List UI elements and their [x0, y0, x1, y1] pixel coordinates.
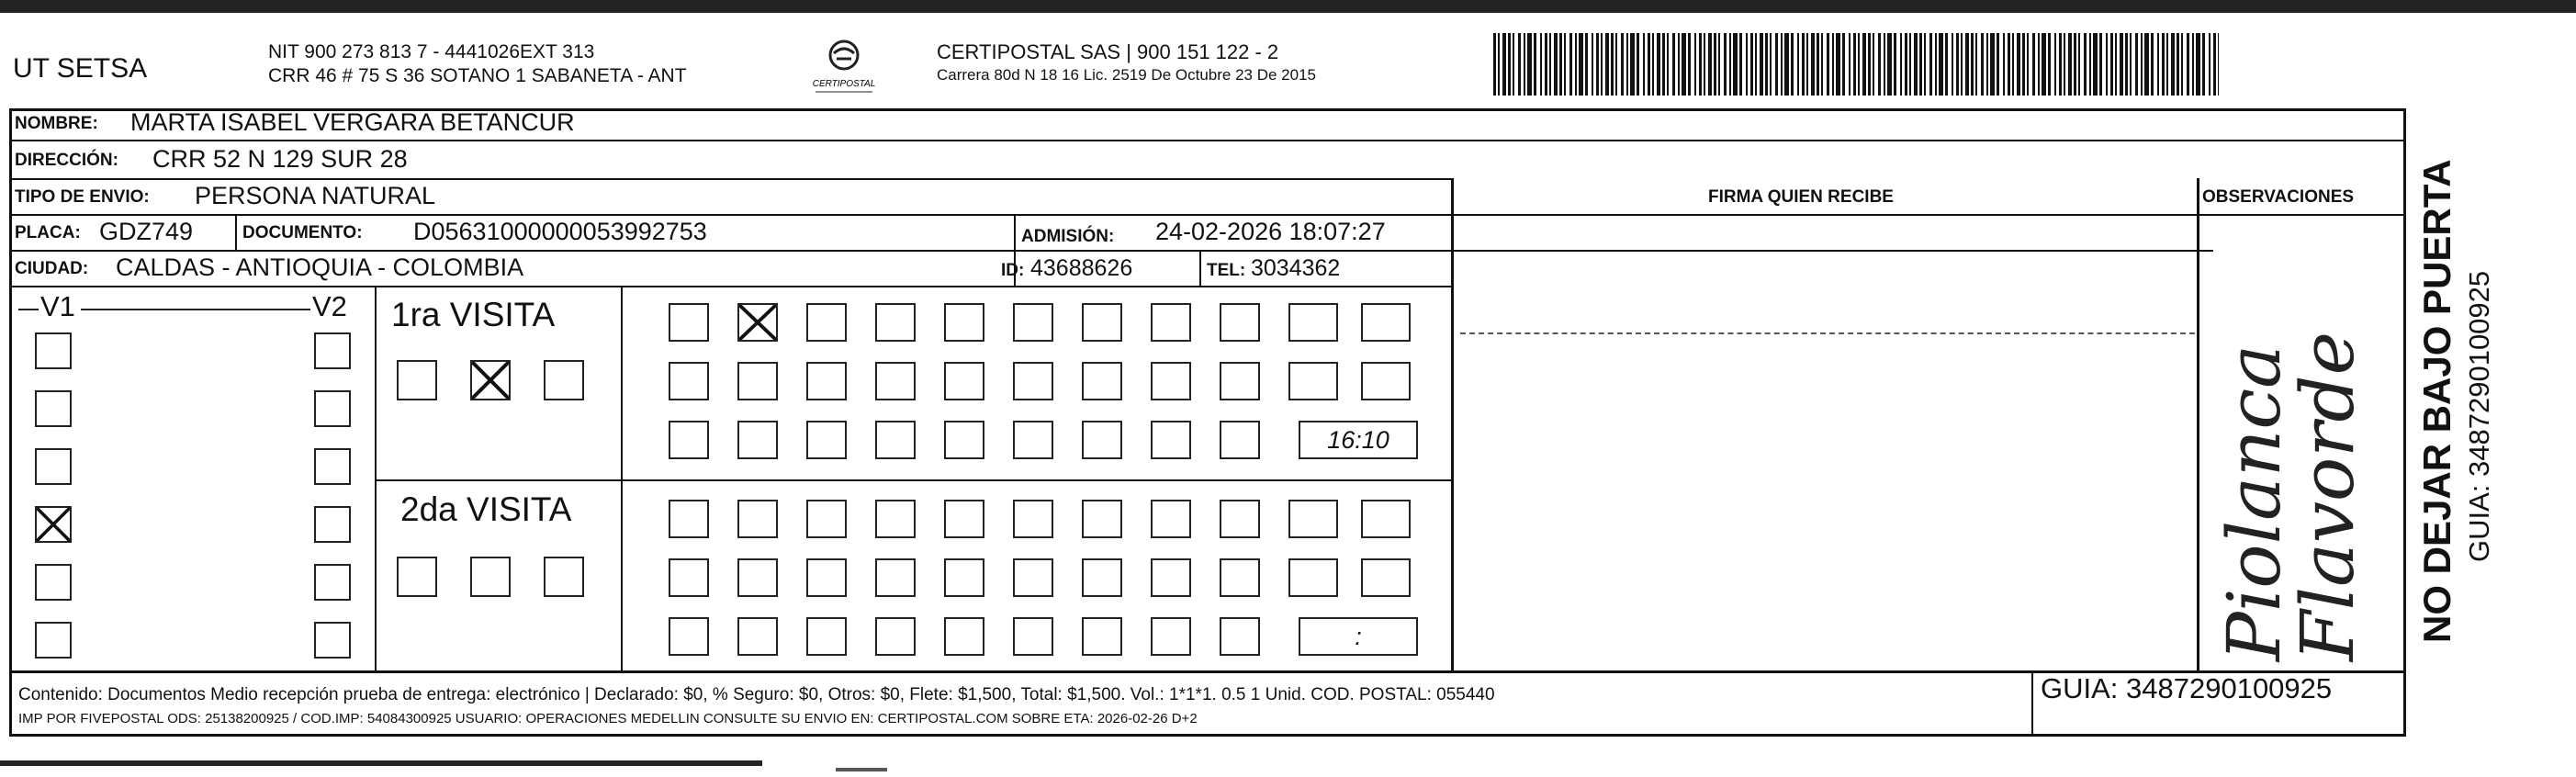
barcode-bar: [2181, 33, 2183, 96]
barcode-bar: [2135, 33, 2138, 96]
barcode-bar: [1914, 33, 1918, 96]
barcode-bar: [2192, 33, 2194, 96]
second-day-cell[interactable]: [1151, 617, 1191, 656]
second-day-cell[interactable]: [669, 617, 709, 656]
barcode-bar: [1657, 33, 1660, 96]
second-day-cell[interactable]: [1151, 558, 1191, 597]
barcode-bar: [1990, 33, 1995, 96]
x-mark-icon: [472, 362, 509, 399]
v1-label: V1: [40, 290, 75, 322]
barcode-bar: [2054, 33, 2056, 96]
barcode-bar: [1545, 33, 1547, 96]
barcode-bar: [1924, 33, 1926, 96]
barcode-bar: [1939, 33, 1943, 96]
barcode-bar: [1853, 33, 1856, 96]
barcode-bar: [1997, 33, 1999, 96]
barcode-bar: [1648, 33, 1650, 96]
barcode-bar: [1832, 33, 1834, 96]
barcode-bar: [1755, 33, 1757, 96]
placa-label: PLACA:: [15, 223, 81, 242]
v1-checkbox[interactable]: [35, 622, 72, 659]
second-day-cell[interactable]: [944, 558, 984, 597]
barcode-bar: [1797, 33, 1799, 96]
id-label: ID:: [1001, 261, 1025, 280]
v2-checkbox[interactable]: [314, 332, 351, 369]
second-day-cell[interactable]: [1220, 500, 1260, 538]
first-month-checkbox[interactable]: [470, 360, 511, 400]
barcode-bar: [1688, 33, 1691, 96]
barcode-bar: [1672, 33, 1675, 96]
barcode-bar: [1945, 33, 1948, 96]
row-line: [9, 214, 2406, 216]
second-day-cell[interactable]: [1082, 617, 1122, 656]
first-day-cell[interactable]: [1220, 362, 1260, 400]
footer-divider: [2031, 670, 2033, 737]
first-day-cell[interactable]: [669, 362, 709, 400]
first-day-cell[interactable]: [737, 362, 778, 400]
barcode-bar: [1986, 33, 1988, 96]
barcode-bar: [2177, 33, 2179, 96]
barcode-bar: [2032, 33, 2035, 96]
barcode-bar: [1909, 33, 1911, 96]
barcode-bar: [1733, 33, 1738, 96]
barcode-bar: [1900, 33, 1902, 96]
handwriting-line-1: Piolanca: [2211, 344, 2297, 661]
barcode-bar: [1739, 33, 1742, 96]
second-day-cell[interactable]: [1220, 558, 1260, 597]
v2-checkbox[interactable]: [314, 448, 351, 485]
second-day-cell[interactable]: [669, 558, 709, 597]
barcode-bar: [1611, 33, 1614, 96]
first-day-cell[interactable]: [1013, 303, 1053, 342]
barcode-bar: [2068, 33, 2072, 96]
barcode-bar: [1513, 33, 1514, 96]
firma-header: FIRMA QUIEN RECIBE: [1708, 187, 1894, 207]
first-day-cell[interactable]: [1082, 421, 1122, 459]
second-visit-title: 2da VISITA: [400, 490, 572, 528]
ciudad-value: CALDAS - ANTIOQUIA - COLOMBIA: [116, 253, 524, 281]
row-line: [9, 178, 1453, 180]
barcode-bar: [2106, 33, 2108, 96]
barcode-bar: [1873, 33, 1874, 96]
barcode-bar: [1981, 33, 1984, 96]
handwriting-line-2: Flavorde: [2285, 332, 2370, 661]
barcode-bar: [1770, 33, 1772, 96]
barcode-bar: [1678, 33, 1680, 96]
barcode-bar: [1784, 33, 1789, 96]
observaciones-column-line: [2197, 178, 2199, 671]
first-day-cell[interactable]: [1151, 362, 1191, 400]
barcode-bar: [2209, 33, 2210, 96]
second-day-cell[interactable]: [1013, 558, 1053, 597]
first-day-cell[interactable]: [1013, 362, 1053, 400]
barcode-bar: [1971, 33, 1974, 96]
placa-value: GDZ749: [99, 218, 194, 245]
ciudad-label: CIUDAD:: [15, 259, 89, 278]
barcode-bar: [2218, 33, 2219, 96]
barcode-bar: [1527, 33, 1532, 96]
barcode-bar: [1905, 33, 1907, 96]
barcode-bar: [1878, 33, 1881, 96]
row-line: [9, 286, 1453, 287]
guia-vertical: GUIA: 3487290100925: [2463, 270, 2495, 562]
second-day-cell[interactable]: [1082, 500, 1122, 538]
second-day-cell[interactable]: [1288, 500, 1338, 538]
logo-text: CERTIPOSTAL: [812, 79, 876, 89]
barcode-bar: [1935, 33, 1937, 96]
barcode-bar: [1862, 33, 1866, 96]
barcode-bar: [1975, 33, 1977, 96]
second-day-cell[interactable]: [1288, 558, 1338, 597]
barcode-bar: [1662, 33, 1665, 96]
barcode-bar: [2022, 33, 2025, 96]
x-mark-icon: [37, 508, 70, 541]
barcode-bar: [2157, 33, 2159, 96]
barcode-bar: [1894, 33, 1896, 96]
tipo-envio-label: TIPO DE ENVIO:: [15, 187, 150, 207]
barcode-bar: [1682, 33, 1686, 96]
first-day-cell[interactable]: [737, 421, 778, 459]
second-day-cell[interactable]: [1013, 500, 1053, 538]
barcode-bar: [1605, 33, 1609, 96]
first-day-cell[interactable]: [1220, 421, 1260, 459]
barcode-bar: [2084, 33, 2087, 96]
first-day-cell[interactable]: [1361, 303, 1411, 342]
first-day-cell[interactable]: [1013, 421, 1053, 459]
barcode-bar: [1956, 33, 1959, 96]
barcode-bar: [1929, 33, 1932, 96]
first-day-cell[interactable]: [875, 303, 916, 342]
barcode-bar: [1781, 33, 1783, 96]
second-day-cell[interactable]: [1013, 617, 1053, 656]
barcode-bar: [2151, 33, 2154, 96]
certipostal-logo: [812, 39, 876, 99]
status-divider: [375, 286, 377, 671]
barcode-bar: [1643, 33, 1645, 96]
certipostal-line-1: CERTIPOSTAL SAS | 900 151 122 - 2: [937, 40, 1279, 63]
first-day-cell[interactable]: [944, 421, 984, 459]
barcode-bar: [1821, 33, 1823, 96]
barcode-bar: [2093, 33, 2098, 96]
second-day-cell[interactable]: [1151, 500, 1191, 538]
documento-label: DOCUMENTO:: [242, 223, 363, 242]
bottom-edge-bar: [0, 760, 762, 766]
barcode-bar: [2078, 33, 2080, 96]
barcode-bar: [1714, 33, 1716, 96]
tel-value: 3034362: [1251, 255, 1341, 281]
months-divider: [621, 286, 623, 671]
first-visit-title: 1ra VISITA: [391, 296, 556, 333]
barcode-bar: [1806, 33, 1808, 96]
guia-number: GUIA: 3487290100925: [2041, 672, 2333, 704]
nit-line-2: CRR 46 # 75 S 36 SOTANO 1 SABANETA - ANT: [268, 65, 687, 86]
first-day-cell[interactable]: [875, 421, 916, 459]
admision-value: 24-02-2026 18:07:27: [1155, 218, 1386, 245]
barcode-bar: [1549, 33, 1551, 96]
footer-imp: IMP POR FIVEPOSTAL ODS: 25138200925 / COD.IMP: 54084300925 USUARIO: OPERACIONES MEDELLIN CONSULTE SU ENVIO EN: CERTIPOSTAL.COM SOBRE ETA: 2026-02-26 D+2: [18, 711, 1198, 726]
barcode-bar: [2059, 33, 2062, 96]
barcode-bar: [1802, 33, 1805, 96]
v2-checkbox[interactable]: [314, 622, 351, 659]
barcode-bar: [1596, 33, 1599, 96]
barcode-bar: [1564, 33, 1566, 96]
x-mark-icon: [739, 305, 776, 340]
barcode: [1493, 33, 2219, 96]
second-month-checkbox[interactable]: [397, 557, 437, 597]
barcode-bar: [1524, 33, 1525, 96]
first-month-checkbox[interactable]: [544, 360, 584, 400]
barcode-bar: [1699, 33, 1702, 96]
first-day-cell[interactable]: [944, 303, 984, 342]
footer-content: Contenido: Documentos Medio recepción prueba de entrega: electrónico | Declarado: $0, % Seguro: $0, Otros: $0, Flete: $1,500, Total: $1,500. Vol.: 1*1*1. 0.5 1 Unid. COD. POSTAL: 055440: [18, 685, 1495, 704]
tipo-envio-value: PERSONA NATURAL: [195, 182, 436, 209]
first-day-cell[interactable]: [944, 362, 984, 400]
second-day-cell[interactable]: [737, 558, 778, 597]
barcode-bar: [2074, 33, 2076, 96]
tel-label: TEL:: [1207, 261, 1246, 280]
v2-checkbox[interactable]: [314, 506, 351, 543]
first-day-cell[interactable]: [1082, 362, 1122, 400]
barcode-bar: [2202, 33, 2205, 96]
second-day-cell[interactable]: [669, 500, 709, 538]
barcode-bar: [1842, 33, 1845, 96]
first-day-cell[interactable]: [1288, 303, 1338, 342]
cell-divider: [1199, 250, 1201, 287]
v2-checkbox[interactable]: [314, 564, 351, 601]
barcode-bar: [1887, 33, 1892, 96]
barcode-bar: [1559, 33, 1562, 96]
barcode-bar: [1498, 33, 1500, 96]
first-day-cell[interactable]: [669, 421, 709, 459]
nombre-label: NOMBRE:: [15, 114, 98, 133]
certipostal-line-2: Carrera 80d N 18 16 Lic. 2519 De Octubre 23 De 2015: [937, 66, 1316, 84]
barcode-bar: [1724, 33, 1727, 96]
barcode-bar: [2166, 33, 2168, 96]
barcode-bar: [1569, 33, 1572, 96]
company-nit: [268, 40, 687, 88]
second-day-cell[interactable]: [944, 617, 984, 656]
barcode-bar: [1615, 33, 1617, 96]
barcode-bar: [2099, 33, 2102, 96]
first-time-field[interactable]: 16:10: [1299, 421, 1418, 459]
barcode-bar: [1961, 33, 1963, 96]
second-time-field[interactable]: :: [1299, 617, 1418, 656]
id-value: 43688626: [1030, 255, 1133, 281]
barcode-bar: [1849, 33, 1850, 96]
barcode-bar: [2042, 33, 2046, 96]
barcode-bar: [1540, 33, 1542, 96]
v2-checkbox[interactable]: [314, 390, 351, 427]
barcode-bar: [1919, 33, 1922, 96]
first-day-cell[interactable]: [1361, 362, 1411, 400]
barcode-bar: [2038, 33, 2040, 96]
second-day-cell[interactable]: [806, 617, 847, 656]
barcode-bar: [1626, 33, 1628, 96]
second-day-cell[interactable]: [737, 500, 778, 538]
second-day-cell[interactable]: [806, 500, 847, 538]
v1-checkbox[interactable]: [35, 506, 72, 543]
barcode-bar: [2120, 33, 2123, 96]
barcode-bar: [1791, 33, 1794, 96]
barcode-bar: [1704, 33, 1705, 96]
admision-label: ADMISIÓN:: [1021, 227, 1115, 246]
observaciones-header: OBSERVACIONES: [2202, 187, 2355, 207]
barcode-bar: [1775, 33, 1778, 96]
visit-divider: [375, 479, 1453, 481]
barcode-bar: [2130, 33, 2132, 96]
second-day-cell[interactable]: [1082, 558, 1122, 597]
v1-checkbox[interactable]: [35, 390, 72, 427]
v1-checkbox[interactable]: [35, 332, 72, 369]
company-name: UT SETSA: [13, 53, 148, 84]
barcode-bar: [1493, 33, 1496, 96]
firma-column-line: [1451, 178, 1454, 671]
dashed-guide: [1460, 332, 2195, 334]
nit-line-1: NIT 900 273 813 7 - 4441026EXT 313: [268, 41, 595, 62]
second-day-cell[interactable]: [1220, 617, 1260, 656]
direccion-value: CRR 52 N 129 SUR 28: [152, 145, 408, 173]
barcode-bar: [2012, 33, 2014, 96]
barcode-bar: [2089, 33, 2091, 96]
first-month-checkbox[interactable]: [397, 360, 437, 400]
barcode-bar: [1836, 33, 1840, 96]
barcode-bar: [1760, 33, 1763, 96]
barcode-bar: [2048, 33, 2051, 96]
barcode-bar: [1630, 33, 1635, 96]
v1-checkbox[interactable]: [35, 564, 72, 601]
barcode-bar: [1637, 33, 1639, 96]
barcode-bar: [2144, 33, 2149, 96]
barcode-bar: [2141, 33, 2143, 96]
second-day-cell[interactable]: [875, 500, 916, 538]
direccion-label: DIRECCIÓN:: [15, 151, 118, 170]
first-day-cell[interactable]: [875, 362, 916, 400]
first-day-cell[interactable]: [806, 421, 847, 459]
first-day-cell[interactable]: [1082, 303, 1122, 342]
barcode-bar: [1694, 33, 1696, 96]
barcode-bar: [2162, 33, 2165, 96]
barcode-bar: [1952, 33, 1953, 96]
barcode-bar: [2017, 33, 2020, 96]
barcode-bar: [2187, 33, 2189, 96]
second-day-cell[interactable]: [1361, 500, 1411, 538]
v1-v2-rule: [81, 309, 310, 310]
barcode-bar: [2196, 33, 2200, 96]
row-line: [9, 250, 2213, 252]
barcode-bar: [2064, 33, 2065, 96]
v1-checkbox[interactable]: [35, 448, 72, 485]
first-day-cell[interactable]: [806, 362, 847, 400]
second-day-cell[interactable]: [875, 558, 916, 597]
barcode-bar: [1621, 33, 1624, 96]
barcode-bar: [1502, 33, 1506, 96]
barcode-bar: [1652, 33, 1654, 96]
first-day-cell[interactable]: [806, 303, 847, 342]
barcode-bar: [1817, 33, 1819, 96]
barcode-bar: [2008, 33, 2010, 96]
cell-divider: [235, 214, 237, 251]
barcode-bar: [1965, 33, 1969, 96]
barcode-bar: [1579, 33, 1583, 96]
barcode-bar: [1592, 33, 1593, 96]
barcode-bar: [1827, 33, 1829, 96]
row-line: [9, 140, 2406, 141]
barcode-bar: [2115, 33, 2117, 96]
second-month-checkbox[interactable]: [544, 557, 584, 597]
barcode-bar: [2003, 33, 2005, 96]
second-day-cell[interactable]: [1361, 558, 1411, 597]
second-day-cell[interactable]: [806, 558, 847, 597]
barcode-bar: [1667, 33, 1669, 96]
barcode-bar: [1534, 33, 1536, 96]
barcode-bar: [1718, 33, 1720, 96]
top-edge-bar: [0, 0, 2576, 13]
barcode-bar: [1601, 33, 1603, 96]
first-day-cell[interactable]: [737, 303, 778, 342]
barcode-bar: [2125, 33, 2128, 96]
barcode-bar: [1750, 33, 1753, 96]
first-day-cell[interactable]: [1288, 362, 1338, 400]
v1-rule: [18, 309, 39, 310]
second-month-checkbox[interactable]: [470, 557, 511, 597]
barcode-bar: [1868, 33, 1871, 96]
barcode-bar: [1508, 33, 1511, 96]
bottom-edge-mark: [836, 768, 887, 771]
barcode-bar: [1811, 33, 1815, 96]
no-dejar-bajo-puerta: NO DEJAR BAJO PUERTA: [2415, 159, 2458, 643]
v2-label: V2: [312, 290, 347, 322]
first-day-cell[interactable]: [669, 303, 709, 342]
barcode-bar: [1554, 33, 1558, 96]
second-day-cell[interactable]: [944, 500, 984, 538]
second-day-cell[interactable]: [737, 617, 778, 656]
barcode-bar: [1518, 33, 1521, 96]
barcode-bar: [1858, 33, 1860, 96]
barcode-bar: [1765, 33, 1768, 96]
barcode-bar: [1729, 33, 1731, 96]
barcode-bar: [2213, 33, 2216, 96]
barcode-bar: [1884, 33, 1885, 96]
first-day-cell[interactable]: [1220, 303, 1260, 342]
barcode-bar: [2027, 33, 2029, 96]
documento-value: D05631000000053992753: [413, 218, 707, 245]
barcode-bar: [1708, 33, 1712, 96]
nombre-value: MARTA ISABEL VERGARA BETANCUR: [130, 108, 575, 136]
barcode-bar: [1585, 33, 1588, 96]
barcode-bar: [2171, 33, 2175, 96]
second-day-cell[interactable]: [875, 617, 916, 656]
barcode-bar: [1575, 33, 1577, 96]
first-day-cell[interactable]: [1151, 303, 1191, 342]
barcode-bar: [2110, 33, 2113, 96]
first-day-cell[interactable]: [1151, 421, 1191, 459]
barcode-bar: [1746, 33, 1748, 96]
